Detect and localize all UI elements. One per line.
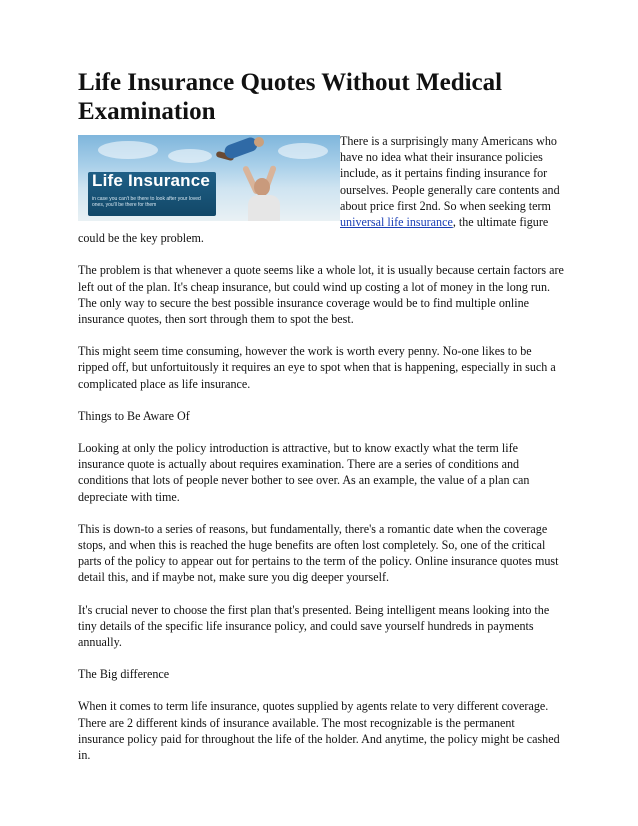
body-paragraph: This is down-to a series of reasons, but fundamentally, there's a romantic date when the coverage stops, and when this is reached the huge benefits are often lost completely. So, one of the critical parts of the policy to appear out for pertains to the term of the policy. Online insurance quotes must detail this, and if maybe not, make sure you dig deeper yourself. <box>78 521 559 585</box>
banner-sign-subtitle: in case you can't be there to look after your loved ones, you'll be there for them <box>92 196 201 208</box>
cloud-shape <box>98 141 158 159</box>
body-paragraph: Looking at only the policy introduction is attractive, but to know exactly what the term life insurance quote is actually about requires examination. There are a series of conditions and conditions that lots of people never bother to see over. As an example, the value of a plan can depreciate with time. <box>78 441 530 504</box>
body-paragraph: The problem is that whenever a quote seems like a whole lot, it is usually because certain factors are left out of the plan. It's cheap insurance, but could wind up costing a lot of money in the long run. The only way to secure the best possible insurance coverage would be to find multiple online insurance quotes, then sort through them to spot the best. <box>78 263 564 327</box>
cloud-shape <box>168 149 212 163</box>
intro-text: There is a surprisingly many Americans who have no idea what their insurance policies include, as it pertains finding insurance for ourselves. People generally care contents and about price first 2nd. So when seeking term <box>340 134 560 213</box>
body-paragraph: When it comes to term life insurance, quotes supplied by agents relate to very different coverage. There are 2 different kinds of insurance available. The most recognizable is the permanent insurance policy paid for throughout the life of the holder. And anytime, the policy might be cashed in. <box>78 699 560 763</box>
document-page <box>78 68 564 779</box>
adult-figure <box>248 195 280 221</box>
intro-text-end: , the ultimate figure could be the key problem. <box>78 215 549 246</box>
body-paragraph: It's crucial never to choose the first plan that's presented. Being intelligent means looking into the tiny details of the specific life insurance policy, and could save yourself hundreds in payments annually. <box>78 602 550 650</box>
banner-sign-title: Life Insurance <box>92 171 211 190</box>
universal-life-insurance-link[interactable]: universal life insurance <box>340 215 453 230</box>
life-insurance-banner-image <box>78 135 340 221</box>
article-title: Life Insurance Quotes Without Medical Examination <box>78 69 503 125</box>
adult-figure-head <box>254 178 270 196</box>
body-paragraph: This might seem time consuming, however the work is worth every penny. No-one likes to be ripped off, but unfortuitously it requires an eye to spot when that is happening, especially in such a complicated place as life insurance. <box>78 344 556 391</box>
cloud-shape <box>278 143 328 159</box>
child-figure-head <box>254 137 264 147</box>
section-heading: The Big difference <box>78 667 170 682</box>
section-heading: Things to Be Aware Of <box>78 408 190 423</box>
